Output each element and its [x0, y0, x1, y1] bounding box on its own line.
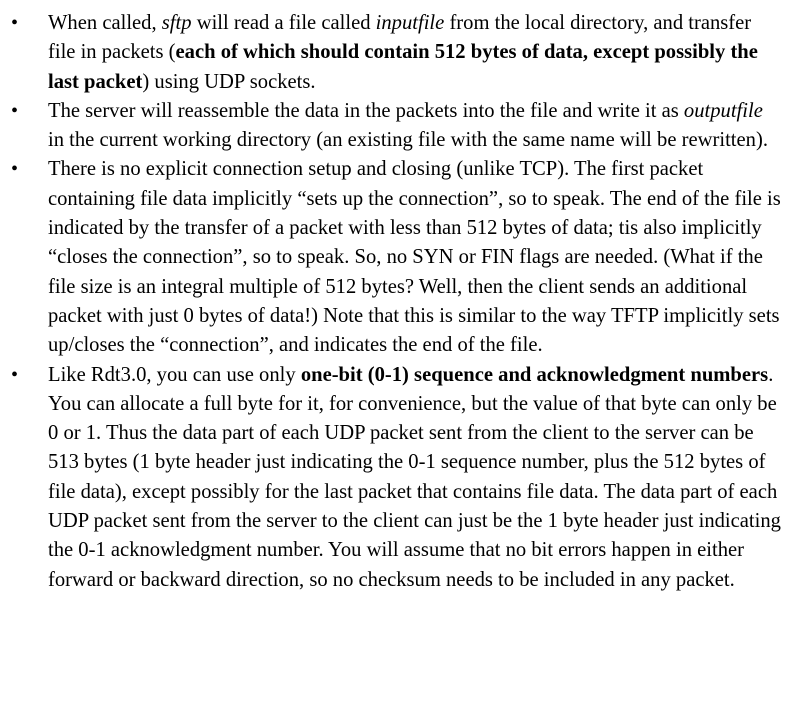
text-segment: There is no explicit connection setup and closing (unlike TCP). The first packet containing file data implicitly “sets up the connection”, so to speak. The end of the file is indicated by the transfer of a packet with less than 512 bytes of data; tis also implicitly “closes the connection”, so to speak. So, no SYN or FIN flags are needed. (What if the file size is an integral multiple of 512 bytes? Well, then the client sends an additional packet with just 0 bytes of data!) Note that this is similar to the way TFTP implicitly sets up/closes the “connection”, and indicates the end of the file. [48, 158, 781, 357]
bullet-marker: • [11, 363, 19, 386]
text-segment-bold: one-bit (0-1) sequence and acknowledgment numbers [300, 363, 769, 386]
text-segment-italic: outputfile [683, 99, 763, 122]
document-body [0, 9, 790, 595]
bullet-item-1 [0, 9, 790, 97]
bullet-marker: • [11, 99, 19, 122]
text-segment: ) using UDP sockets. [142, 70, 316, 93]
bullet-item-3 [0, 155, 790, 360]
text-segment-bold: each of which should contain 512 bytes of data, except possibly the last packet [48, 41, 758, 93]
bullet-item-4 [0, 361, 790, 595]
bullet-marker: • [11, 158, 19, 181]
bullet-text [48, 361, 782, 595]
text-segment: The server will reassemble the data in the packets into the file and write it as [48, 99, 684, 122]
text-segment: in the current working directory (an existing file with the same name will be rewritten). [48, 129, 768, 152]
bullet-item-2 [0, 97, 790, 156]
bullet-text [48, 155, 782, 360]
bullet-text [48, 9, 782, 97]
text-segment: from the local directory, and transfer file in packets ( [48, 12, 752, 64]
text-segment-italic: inputfile [375, 12, 445, 34]
text-segment: . You can allocate a full byte for it, for convenience, but the value of that byte can only be 0 or 1. Thus the data part of each UDP packet sent from the client to the server can be 513 bytes (1 byte header just indicating the 0-1 sequence number, plus the 512 bytes of file data), except possibly for the last packet that contains file data. The data part of each UDP packet sent from the server to the client can just be the 1 byte header just indicating the 0-1 acknowledgment number. You will assume that no bit errors happen in either forward or backward direction, so no checksum needs to be included in any packet. [48, 363, 781, 591]
text-segment: Like Rdt3.0, you can use only [48, 363, 301, 386]
bullet-text [48, 97, 782, 156]
text-segment-italic: sftp [161, 12, 192, 34]
text-segment: will read a file called [191, 12, 376, 34]
text-segment: When called, [48, 12, 162, 34]
bullet-marker: • [11, 12, 19, 34]
